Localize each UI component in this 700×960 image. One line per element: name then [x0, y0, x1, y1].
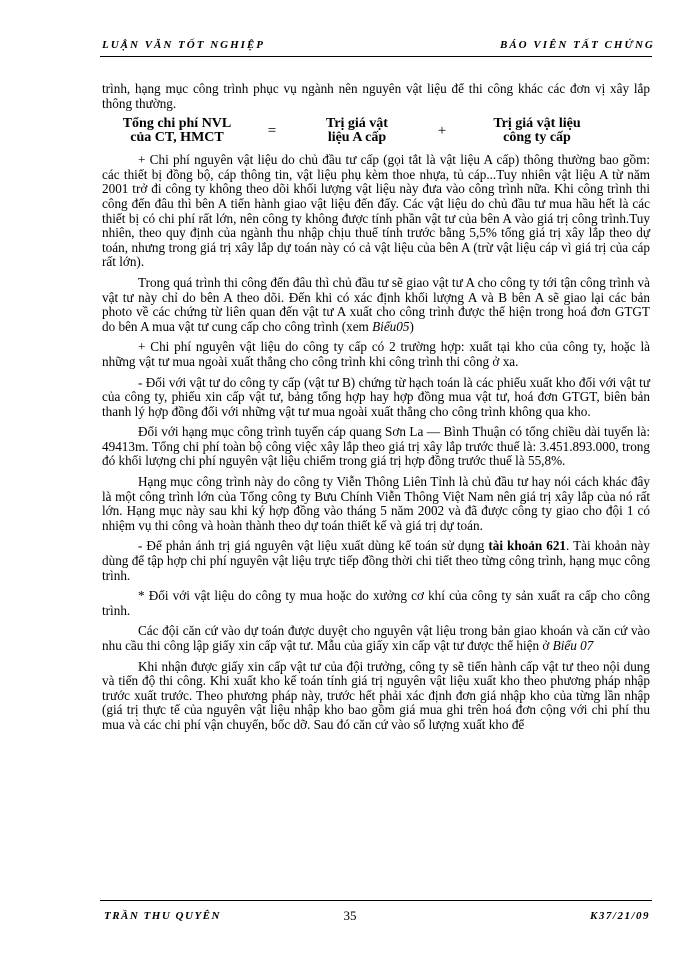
formula-plus: +	[437, 123, 447, 140]
paragraph: Các đội căn cứ vào dự toán được duyệt cho nguyên vật liệu trong bản giao khoán và căn cứ vào nhu cầu thi công lập giấy xin cấp vật tư. Mẫu của giấy xin cấp vật tư được thể hiện ở Biểu 07	[102, 623, 650, 653]
paragraph: Đối với hạng mục công trình tuyến cáp quang Sơn La — Bình Thuận có tổng chiều dài tuyến là: 49413m. Tổng chi phí toàn bộ công việc xây lắp theo giá trị xây lắp trước thuế là: 3.451.893.000, trong đó khối lượng chi phí nguyên vật liệu chiếm trong giá trị hợp đồng trước thuế là 55,8%.	[102, 424, 650, 469]
header-rule	[100, 56, 652, 57]
paragraph: Trong quá trình thi công đến đâu thì chủ đầu tư sẽ giao vật tư A cho công ty tới tận công trình và vật tư này chỉ do bên A theo dõi. Đến khi có xác định khối lượng A và B bên A sẽ giao lại các bản photo về các chứng từ liên quan đến vật tư A xuất cho công trình được thể hiện trong hoá đơn GTGT do bên A mua vật tư cung cấp cho công trình (xem Biểu05)	[102, 274, 650, 334]
footer-left: TRẦN THU QUYÊN	[104, 910, 221, 922]
biểu-05-reference: Biểu05	[372, 318, 410, 334]
paragraph: Hạng mục công trình này do công ty Viễn Thông Liên Tỉnh là chủ đầu tư hay nói cách khác đây là một công trình lớn của Tổng công ty Bưu Chính Viễn Thông Việt Nam nên giá trị xây lắp của nó rất lớn. Hạng mục này sau khi ký hợp đồng vào tháng 5 năm 2002 và đã được công ty giao cho đội 1 có nhiệm vụ thi công và hoàn thành theo dự toán thiết kế và giá trị dự toán.	[102, 474, 650, 533]
cost-formula	[102, 117, 650, 145]
paragraph: Khi nhận được giấy xin cấp vật tư của đội trưởng, công ty sẽ tiến hành cấp vật tư theo nội dung và tiến độ thi công. Khi xuất kho kế toán tính giá trị nguyên vật liệu xuất kho theo phương pháp nhập trước xuất trước. Theo phương pháp này, trước hết phải xác định đơn giá nhập kho của từng lần nhập (giá trị thực tế của nguyên vật liệu nhập kho bao gồm giá mua ghi trên hoá đơn cộng với chi phí thu mua và các chi phí vận chuyển, bốc dỡ. Sau đó căn cứ vào số lượng xuất kho để	[102, 658, 650, 732]
paragraph: - Để phản ánh trị giá nguyên vật liệu xuất dùng kế toán sử dụng tài khoản 621. Tài khoản này dùng để tập hợp chi phí nguyên vật liệu trực tiếp đồng thời chi tiết theo từng công trình, hạng mục công trình.	[102, 538, 651, 583]
page-number: 35	[343, 908, 357, 923]
paragraph: + Chi phí nguyên vật liệu do công ty cấp có 2 trường hợp: xuất tại kho của công ty, hoặc là những vật tư mua ngoài xuất thẳng cho công trình khi công trình thi công ở xa.	[102, 339, 650, 369]
paragraph: trình, hạng mục công trình phục vụ ngành nên nguyên vật liệu để thi công khác các đơn vị xây lắp thông thường.	[102, 81, 650, 111]
body-text	[102, 82, 650, 739]
paragraph: + Chi phí nguyên vật liệu do chủ đầu tư cấp (gọi tắt là vật liệu A cấp) thông thường bao gồm: các thiết bị đồng bộ, cáp thông tin, vật liệu phụ kèm thoe nhựa, tủ cáp...Tuy nhiên vật liệu A từ năm 2001 trở đi công ty không theo dõi khối lượng vật liệu này đưa vào công trình nữa. Khi công trình thi công đến đâu thì bên A tiến hành giao vật liệu đến đấy. Các vật liệu do chủ đầu tư mua hầu hết là các thiết bị có chi phí rất lớn, nên công ty không được tính phần vật tư của bên A vào giá trị công trình.Tuy nhiên, theo quy định của ngành thu nhập chịu thuế tính trước bằng 5,5% tổng giá trị xây lắp theo dự toán, nhưng trong giá trị xây lắp dự toán này có cả vật liệu của bên A (trừ vật liệu cáp vì giá trị của cáp rất lớn).	[102, 152, 650, 270]
paragraph: - Đối với vật tư do công ty cấp (vật tư B) chứng từ hạch toán là các phiếu xuất kho đối với vật tư của công ty, phiếu xin cấp vật tư, bảng tổng hợp hay hợp đồng mua vật tư, hoá đơn GTGT, biên bản thanh lý hợp đồng đối với những vật tư mua ngoài xuất thẳng cho công trình không qua kho.	[102, 374, 650, 419]
footer-rule	[100, 900, 652, 901]
biểu-07-reference: Biểu 07	[552, 638, 594, 653]
formula-term-b: Trị giá vật liệu công ty cấp	[493, 116, 581, 146]
header-right: BÁO VIÊN TẤT CHỨNG	[500, 39, 655, 51]
formula-term-a: Trị giá vật liệu A cấp	[326, 116, 388, 146]
formula-lhs: Tổng chi phí NVL của CT, HMCT	[122, 116, 232, 146]
footer-right: K37/21/09	[590, 910, 650, 922]
header-left: LUẬN VĂN TỐT NGHIỆP	[102, 39, 265, 51]
paragraph: * Đối với vật liệu do công ty mua hoặc do xưởng cơ khí của công ty sản xuất ra cấp cho công trình.	[102, 588, 650, 618]
formula-equals: =	[267, 123, 277, 140]
account-621: tài khoản 621	[488, 538, 567, 554]
